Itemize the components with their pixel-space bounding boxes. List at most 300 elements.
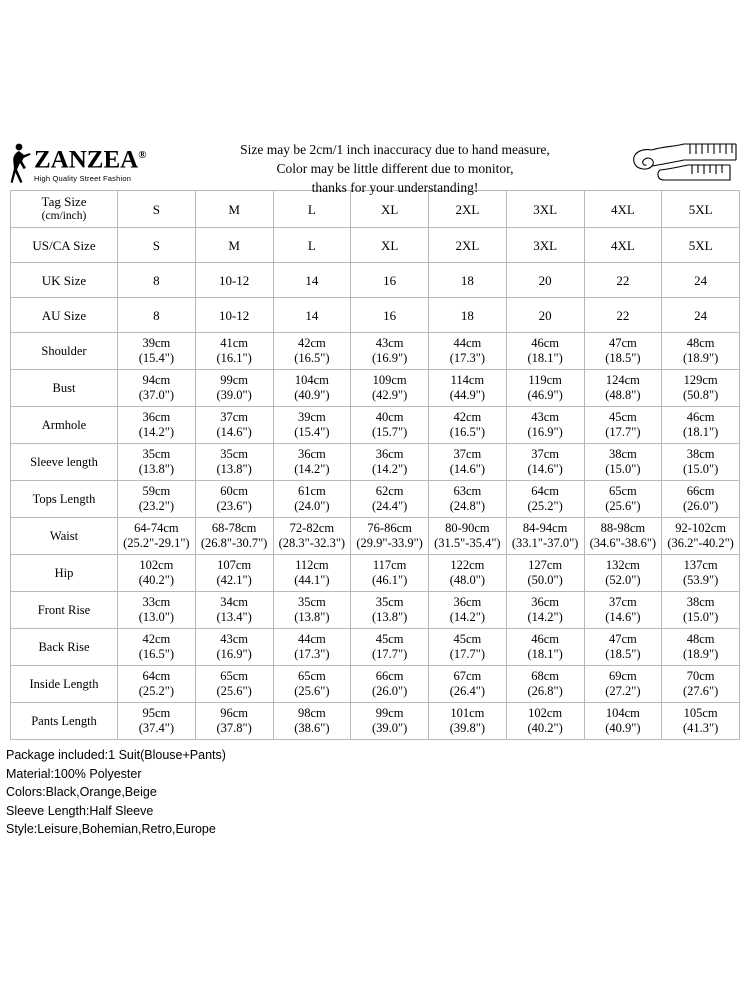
cell-value-inch: (14.2") [294, 462, 330, 476]
cell-value-cm: 102cm [528, 706, 563, 720]
table-cell [195, 703, 273, 740]
table-cell [195, 228, 273, 263]
table-row [11, 555, 740, 592]
cell-value-cm: 76-86cm [367, 521, 412, 535]
cell-value-cm: 119cm [528, 373, 562, 387]
table-cell [506, 228, 584, 263]
cell-value: 8 [153, 307, 160, 323]
cell-value: 16 [383, 272, 397, 288]
cell-value-cm: 114cm [450, 373, 485, 387]
cell-value: XL [380, 201, 399, 217]
table-cell [662, 703, 740, 740]
cell-value-cm: 36cm [375, 447, 404, 461]
table-cell [195, 370, 273, 407]
row-label-text: Back Rise [38, 639, 90, 654]
cell-value-cm: 68-78cm [211, 521, 257, 535]
table-cell [429, 370, 507, 407]
cell-value-inch: (26.0") [371, 684, 408, 698]
cell-value-inch: (40.9") [294, 388, 330, 402]
cell-value-inch: (50.0") [527, 573, 563, 587]
cell-value-cm: 43cm [531, 410, 560, 424]
cell-value-inch: (44.1") [294, 573, 330, 587]
table-cell [662, 666, 740, 703]
table-cell [662, 298, 740, 333]
cell-value: S [152, 201, 160, 217]
cell-value-inch: (14.6") [527, 462, 563, 476]
cell-value-cm: 122cm [450, 558, 485, 572]
cell-value-inch: (13.8") [371, 610, 408, 624]
table-cell [351, 703, 429, 740]
cell-value: 20 [538, 272, 552, 288]
row-label [11, 592, 118, 629]
table-cell [273, 666, 351, 703]
cell-value-cm: 38cm [686, 595, 715, 609]
cell-value-cm: 34cm [220, 595, 249, 609]
table-row [11, 407, 740, 444]
cell-value: M [228, 201, 240, 217]
table-cell [506, 555, 584, 592]
row-label-text: Armhole [41, 417, 87, 432]
cell-value-inch: (16.1") [216, 351, 252, 365]
table-cell [429, 444, 507, 481]
cell-value-inch: (15.0") [605, 462, 641, 476]
cell-value-cm: 37cm [531, 447, 560, 461]
detail-line: Colors:Black,Orange,Beige [6, 785, 157, 799]
cell-value-cm: 80-90cm [445, 521, 490, 535]
cell-value-cm: 84-94cm [522, 521, 568, 535]
row-label-sub: (cm/inch) [41, 210, 87, 222]
table-cell [195, 592, 273, 629]
cell-value-cm: 102cm [139, 558, 174, 572]
table-row [11, 703, 740, 740]
cell-value-cm: 47cm [608, 632, 637, 646]
table-row [11, 481, 740, 518]
table-cell [351, 370, 429, 407]
cell-value-inch: (39.8") [449, 721, 486, 735]
table-cell [662, 444, 740, 481]
table-cell [118, 592, 196, 629]
cell-value-inch: (25.6") [605, 499, 641, 513]
brand-logo [10, 138, 170, 184]
cell-value: L [307, 201, 316, 217]
table-cell [584, 333, 662, 370]
cell-value-inch: (14.2") [138, 425, 175, 439]
cell-value-cm: 62cm [375, 484, 404, 498]
cell-value-cm: 36cm [142, 410, 171, 424]
cell-value-inch: (26.8") [527, 684, 563, 698]
cell-value: 14 [305, 307, 319, 323]
cell-value: 14 [305, 272, 319, 288]
cell-value-cm: 107cm [217, 558, 252, 572]
table-cell [195, 444, 273, 481]
cell-value-cm: 46cm [686, 410, 715, 424]
row-label-text: Tops Length [32, 491, 96, 506]
cell-value-cm: 60cm [220, 484, 249, 498]
table-cell [429, 228, 507, 263]
cell-value-cm: 45cm [608, 410, 637, 424]
table-cell [429, 666, 507, 703]
cell-value-cm: 36cm [297, 447, 326, 461]
row-label-text: Bust [52, 380, 76, 395]
table-cell [118, 370, 196, 407]
cell-value-inch: (24.4") [371, 499, 408, 513]
table-row [11, 228, 740, 263]
table-cell [351, 629, 429, 666]
table-cell [273, 555, 351, 592]
table-cell [506, 407, 584, 444]
cell-value-cm: 137cm [683, 558, 718, 572]
cell-value-cm: 35cm [297, 595, 326, 609]
row-label [11, 666, 118, 703]
cell-value-inch: (25.2") [527, 499, 563, 513]
row-label [11, 703, 118, 740]
table-cell [118, 518, 196, 555]
table-cell [195, 298, 273, 333]
table-cell [195, 481, 273, 518]
row-label-text: AU Size [41, 307, 87, 323]
cell-value-cm: 66cm [375, 669, 404, 683]
cell-value-cm: 70cm [686, 669, 715, 683]
cell-value-cm: 38cm [608, 447, 637, 461]
cell-value-inch: (15.7") [371, 425, 408, 439]
cell-value-inch: (16.5") [138, 647, 175, 661]
cell-value-cm: 46cm [531, 336, 560, 350]
cell-value-inch: (14.2") [449, 610, 486, 624]
cell-value-cm: 124cm [605, 373, 640, 387]
brand-name [34, 142, 146, 173]
measurement-notes [170, 138, 620, 197]
cell-value-inch: (27.2") [605, 684, 641, 698]
cell-value: 18 [460, 307, 474, 323]
row-label [11, 191, 118, 228]
cell-value-cm: 41cm [220, 336, 249, 350]
cell-value-cm: 42cm [297, 336, 326, 350]
cell-value-cm: 38cm [686, 447, 715, 461]
cell-value-inch: (23.6") [216, 499, 252, 513]
cell-value-cm: 67cm [453, 669, 482, 683]
detail-line: Material:100% Polyester [6, 766, 142, 781]
cell-value: 2XL [455, 201, 480, 217]
table-cell [506, 481, 584, 518]
cell-value-cm: 37cm [608, 595, 637, 609]
table-cell [429, 333, 507, 370]
cell-value-cm: 44cm [453, 336, 482, 350]
table-row [11, 263, 740, 298]
cell-value-inch: (26.0") [682, 499, 719, 513]
cell-value: 18 [460, 272, 474, 288]
cell-value-cm: 132cm [605, 558, 640, 572]
table-row [11, 370, 740, 407]
cell-value-inch: (44.9") [449, 388, 486, 402]
row-label [11, 298, 118, 333]
table-cell [118, 481, 196, 518]
row-label [11, 518, 118, 555]
size-chart-sheet [0, 130, 750, 839]
cell-value-inch: (13.0") [138, 610, 175, 624]
cell-value-inch: (17.7") [371, 647, 408, 661]
cell-value-inch: (39.0") [216, 388, 252, 402]
table-cell [273, 518, 351, 555]
cell-value-cm: 35cm [142, 447, 171, 461]
cell-value-inch: (16.9") [527, 425, 563, 439]
cell-value-inch: (13.8") [138, 462, 175, 476]
table-cell [195, 518, 273, 555]
table-cell [584, 703, 662, 740]
row-label [11, 263, 118, 298]
table-cell [429, 629, 507, 666]
table-cell [662, 333, 740, 370]
cell-value-cm: 127cm [528, 558, 563, 572]
table-row [11, 298, 740, 333]
table-cell [429, 298, 507, 333]
table-cell [429, 481, 507, 518]
cell-value-cm: 36cm [453, 595, 482, 609]
size-table [10, 190, 740, 740]
table-cell [351, 407, 429, 444]
cell-value-inch: (17.7") [605, 425, 641, 439]
table-cell [662, 629, 740, 666]
table-cell [506, 298, 584, 333]
cell-value-inch: (38.6") [294, 721, 330, 735]
table-cell [662, 263, 740, 298]
cell-value-inch: (18.1") [527, 351, 563, 365]
cell-value: 8 [153, 272, 160, 288]
row-label-text: Sleeve length [30, 454, 98, 469]
cell-value-inch: (18.5") [605, 647, 641, 661]
cell-value-cm: 101cm [450, 706, 485, 720]
table-cell [584, 629, 662, 666]
table-cell [273, 298, 351, 333]
table-row [11, 666, 740, 703]
cell-value-inch: (31.5"-35.4") [434, 536, 501, 550]
cell-value-cm: 109cm [372, 373, 407, 387]
table-cell [351, 228, 429, 263]
cell-value-inch: (17.7") [449, 647, 486, 661]
cell-value-cm: 43cm [375, 336, 404, 350]
table-cell [506, 703, 584, 740]
cell-value-cm: 69cm [608, 669, 637, 683]
note-line-1: Size may be 2cm/1 inch inaccuracy due to hand measure, [240, 142, 550, 157]
cell-value: M [228, 237, 240, 253]
cell-value-inch: (42.1") [216, 573, 252, 587]
detail-line: Sleeve Length:Half Sleeve [6, 803, 154, 818]
table-cell [351, 666, 429, 703]
table-cell [351, 298, 429, 333]
cell-value-cm: 42cm [142, 632, 171, 646]
table-cell [506, 370, 584, 407]
cell-value-cm: 72-82cm [289, 521, 335, 535]
cell-value-inch: (29.9"-33.9") [356, 536, 423, 550]
cell-value-cm: 37cm [220, 410, 249, 424]
cell-value: 24 [694, 307, 708, 323]
cell-value-inch: (52.0") [605, 573, 641, 587]
table-row [11, 629, 740, 666]
cell-value: 10-12 [218, 272, 250, 288]
cell-value-inch: (15.0") [682, 610, 719, 624]
cell-value: 24 [694, 272, 708, 288]
table-cell [351, 263, 429, 298]
cell-value-cm: 36cm [531, 595, 560, 609]
cell-value: S [152, 237, 160, 253]
table-cell [118, 333, 196, 370]
cell-value-inch: (17.3") [294, 647, 330, 661]
cell-value: 4XL [610, 201, 635, 217]
table-cell [584, 444, 662, 481]
table-cell [351, 592, 429, 629]
cell-value-cm: 64-74cm [134, 521, 179, 535]
table-cell [584, 370, 662, 407]
row-label [11, 228, 118, 263]
table-cell [662, 592, 740, 629]
table-cell [584, 592, 662, 629]
cell-value-cm: 35cm [220, 447, 249, 461]
cell-value-inch: (36.2"-40.2") [667, 536, 734, 550]
cell-value-cm: 95cm [142, 706, 171, 720]
cell-value-cm: 105cm [683, 706, 718, 720]
table-row [11, 518, 740, 555]
cell-value-inch: (13.4") [216, 610, 252, 624]
woman-figure-icon [10, 142, 32, 184]
table-cell [662, 191, 740, 228]
cell-value-inch: (37.4") [138, 721, 175, 735]
table-cell [195, 629, 273, 666]
table-cell [118, 666, 196, 703]
table-cell [506, 444, 584, 481]
row-label [11, 481, 118, 518]
row-label-text: Shoulder [41, 343, 87, 358]
table-cell [273, 263, 351, 298]
cell-value-cm: 44cm [297, 632, 326, 646]
cell-value-inch: (16.9") [371, 351, 408, 365]
cell-value-cm: 46cm [531, 632, 560, 646]
row-label-text: Inside Length [29, 676, 99, 691]
table-cell [506, 518, 584, 555]
size-table-body [11, 191, 740, 740]
table-cell [584, 228, 662, 263]
cell-value-cm: 45cm [375, 632, 404, 646]
table-cell [429, 592, 507, 629]
cell-value: 22 [616, 307, 630, 323]
cell-value-inch: (46.1") [371, 573, 408, 587]
table-cell [273, 703, 351, 740]
cell-value-cm: 63cm [453, 484, 482, 498]
cell-value-cm: 42cm [453, 410, 482, 424]
cell-value-inch: (18.1") [527, 647, 563, 661]
cell-value-inch: (40.2") [527, 721, 563, 735]
cell-value-inch: (18.9") [682, 351, 719, 365]
table-cell [195, 333, 273, 370]
cell-value: 5XL [688, 201, 713, 217]
cell-value-inch: (17.3") [449, 351, 486, 365]
cell-value-inch: (18.5") [605, 351, 641, 365]
table-cell [429, 703, 507, 740]
table-cell [429, 263, 507, 298]
cell-value-inch: (27.6") [682, 684, 719, 698]
cell-value: 20 [538, 307, 552, 323]
cell-value-cm: 64cm [531, 484, 560, 498]
cell-value-cm: 33cm [142, 595, 171, 609]
table-cell [584, 518, 662, 555]
cell-value-inch: (14.6") [449, 462, 486, 476]
table-cell [118, 555, 196, 592]
table-cell [351, 518, 429, 555]
cell-value-inch: (48.8") [605, 388, 641, 402]
cell-value-cm: 66cm [686, 484, 715, 498]
cell-value: 16 [383, 307, 397, 323]
table-cell [429, 407, 507, 444]
measuring-tape-icon [620, 138, 740, 188]
table-cell [273, 481, 351, 518]
cell-value-inch: (42.9") [371, 388, 408, 402]
cell-value-inch: (26.4") [449, 684, 486, 698]
row-label-text: UK Size [41, 272, 87, 288]
cell-value-inch: (24.0") [294, 499, 330, 513]
cell-value-cm: 117cm [372, 558, 407, 572]
table-cell [662, 407, 740, 444]
table-cell [584, 555, 662, 592]
table-cell [195, 555, 273, 592]
cell-value-cm: 99cm [220, 373, 249, 387]
cell-value-inch: (25.2"-29.1") [123, 536, 190, 550]
cell-value-inch: (53.9") [682, 573, 719, 587]
table-cell [584, 481, 662, 518]
table-cell [118, 444, 196, 481]
cell-value: 4XL [610, 237, 635, 253]
cell-value-cm: 61cm [297, 484, 326, 498]
cell-value-inch: (28.3"-32.3") [278, 536, 346, 550]
cell-value-inch: (33.1"-37.0") [511, 536, 579, 550]
cell-value-inch: (37.0") [138, 388, 175, 402]
table-cell [195, 407, 273, 444]
cell-value-cm: 88-98cm [600, 521, 646, 535]
cell-value-inch: (16.5") [294, 351, 330, 365]
table-cell [584, 298, 662, 333]
cell-value-inch: (18.9") [682, 647, 719, 661]
cell-value: XL [380, 237, 399, 253]
cell-value-cm: 40cm [375, 410, 404, 424]
detail-line: Package included:1 Suit(Blouse+Pants) [6, 748, 226, 762]
cell-value-cm: 43cm [220, 632, 249, 646]
cell-value-inch: (37.8") [216, 721, 252, 735]
table-cell [662, 555, 740, 592]
cell-value-inch: (25.2") [138, 684, 175, 698]
row-label [11, 370, 118, 407]
table-cell [118, 228, 196, 263]
cell-value-cm: 64cm [142, 669, 171, 683]
table-cell [273, 444, 351, 481]
table-cell [506, 333, 584, 370]
table-cell [584, 263, 662, 298]
cell-value-inch: (24.8") [449, 499, 486, 513]
table-cell [351, 481, 429, 518]
cell-value-cm: 99cm [375, 706, 404, 720]
cell-value-cm: 104cm [605, 706, 640, 720]
table-cell [118, 263, 196, 298]
table-cell [273, 407, 351, 444]
cell-value-cm: 94cm [142, 373, 171, 387]
table-cell [584, 666, 662, 703]
cell-value-inch: (14.2") [527, 610, 563, 624]
cell-value: 5XL [688, 237, 713, 253]
cell-value-inch: (23.2") [138, 499, 175, 513]
brand-name-text: ZANZEA [34, 146, 139, 174]
table-cell [506, 263, 584, 298]
table-cell [429, 555, 507, 592]
row-label [11, 407, 118, 444]
cell-value: 3XL [533, 237, 558, 253]
cell-value-inch: (46.9") [527, 388, 563, 402]
cell-value-cm: 68cm [531, 669, 560, 683]
